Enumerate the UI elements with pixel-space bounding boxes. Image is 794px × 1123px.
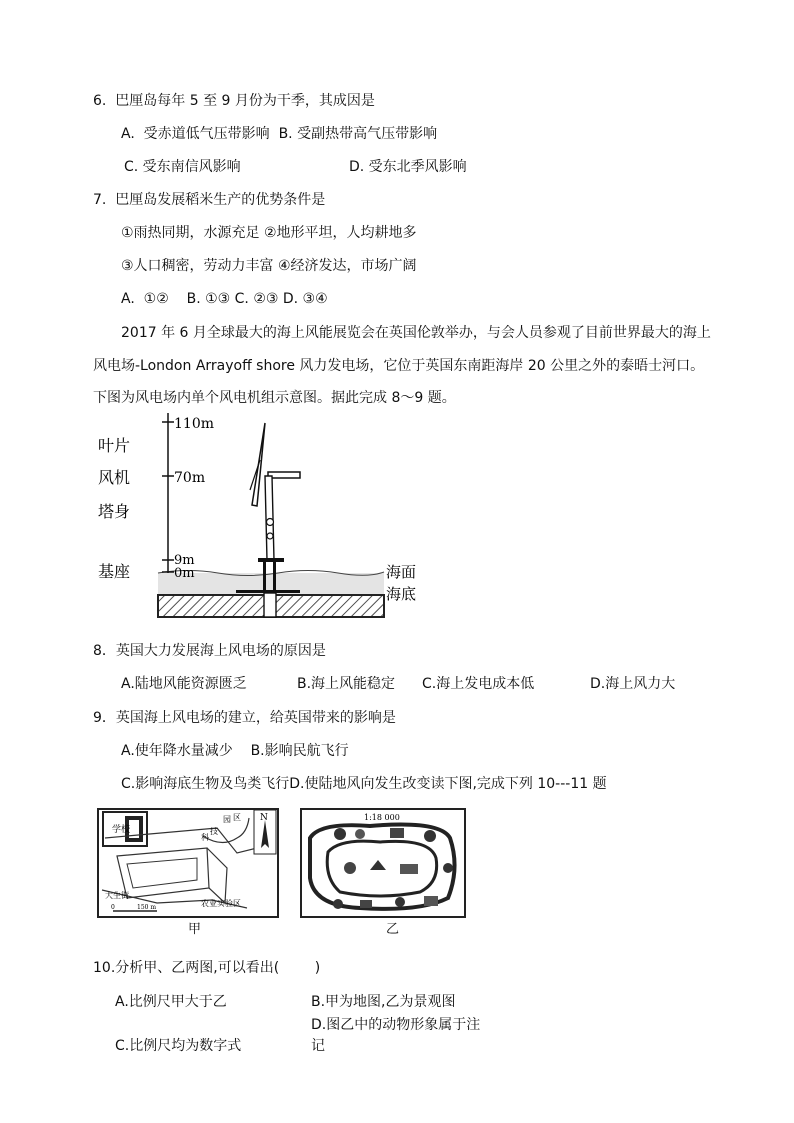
q8-option-c: C.海上发电成本低 (422, 676, 535, 692)
q8-option-b: B.海上风能稳定 (297, 676, 396, 692)
wind-turbine-figure (92, 410, 442, 625)
turbine-platform (258, 558, 284, 562)
gate-label: 大生街 (105, 891, 129, 900)
q7-choice-line-2: ③人口稠密，劳动力丰富 ④经济发达，市场广阔 (121, 258, 417, 274)
height-70-label: 70m (174, 470, 206, 486)
q10-option-a: A.比例尺甲大于乙 (115, 994, 227, 1010)
school-label: 学校 (112, 825, 131, 835)
q6-option-c: C. 受东南信风影响 (124, 159, 241, 175)
passage-line-3: 下图为风电场内单个风电机组示意图。据此完成 8～9 题。 (93, 390, 456, 406)
q10-option-c: C.比例尺均为数字式 (115, 1038, 242, 1054)
sci-park-char-3: 园 (223, 815, 231, 824)
q10-option-b: B.甲为地图,乙为景观图 (311, 994, 456, 1010)
label-base: 基座 (98, 562, 131, 581)
q6-options-ab: A. 受赤道低气压带影响 B. 受副热带高气压带影响 (121, 126, 438, 142)
q7-options: A. ①② B. ①③ C. ②③ D. ③④ (121, 291, 328, 307)
q10-option-d-line-2: 记 (311, 1038, 325, 1054)
passage-line-1: 2017 年 6 月全球最大的海上风能展览会在英国伦敦举办，与会人员参观了目前世界最大的海上 (121, 325, 711, 341)
turbine-nacelle (268, 472, 300, 478)
label-nacelle: 风机 (98, 468, 131, 487)
sci-park-char-1: 科 (201, 833, 209, 842)
q10-option-d-line-1: D.图乙中的动物形象属于注 (311, 1017, 481, 1033)
label-blade: 叶片 (98, 436, 131, 455)
q9-options-cd: C.影响海底生物及鸟类飞行D.使陆地风向发生改变读下图,完成下列 10---11 题 (121, 776, 607, 792)
q6-option-d: D. 受东北季风影响 (349, 159, 467, 175)
sci-park-char-2: 技 (210, 827, 218, 836)
label-tower: 塔身 (98, 502, 131, 521)
map-yi (300, 808, 466, 918)
farm-label: 农业实验区 (201, 899, 241, 908)
map-jia-caption: 甲 (188, 922, 202, 937)
q9-stem: 9．英国海上风电场的建立，给英国带来的影响是 (93, 710, 396, 726)
scale-zero: 0 (111, 904, 115, 911)
height-9-label: 9m (174, 553, 195, 568)
sci-park-char-4: 区 (233, 813, 241, 822)
q9-options-ab: A.使年降水量减少 B.影响民航飞行 (121, 743, 349, 759)
q7-stem: 7. 巴厘岛发展稻米生产的优势条件是 (93, 192, 326, 208)
q8-option-a: A.陆地风能资源匮乏 (121, 676, 247, 692)
scale-150: 150 m (137, 904, 157, 911)
q8-option-d: D.海上风力大 (590, 676, 676, 692)
map-yi-caption: 乙 (386, 922, 400, 937)
label-sea-floor: 海底 (386, 585, 417, 603)
q8-stem: 8．英国大力发展海上风电场的原因是 (93, 643, 326, 659)
map-jia (97, 808, 279, 918)
map-yi-scale: 1:18 000 (364, 813, 400, 822)
q7-choice-line-1: ①雨热同期，水源充足 ②地形平坦，人均耕地多 (121, 225, 417, 241)
height-110-label: 110m (174, 416, 214, 432)
label-sea-surface: 海面 (386, 563, 417, 581)
q6-stem: 6. 巴厘岛每年 5 至 9 月份为干季，其成因是 (93, 93, 375, 109)
north-label: N (260, 813, 268, 823)
q10-stem: 10.分析甲、乙两图,可以看出( ) (93, 960, 321, 976)
turbine-foundation (264, 593, 276, 617)
passage-line-2: 风电场-London Arrayoff shore 风力发电场，它位于英国东南距海岸 20 公里之外的泰晤士河口。 (93, 358, 705, 374)
height-0-label: 0m (174, 566, 195, 581)
